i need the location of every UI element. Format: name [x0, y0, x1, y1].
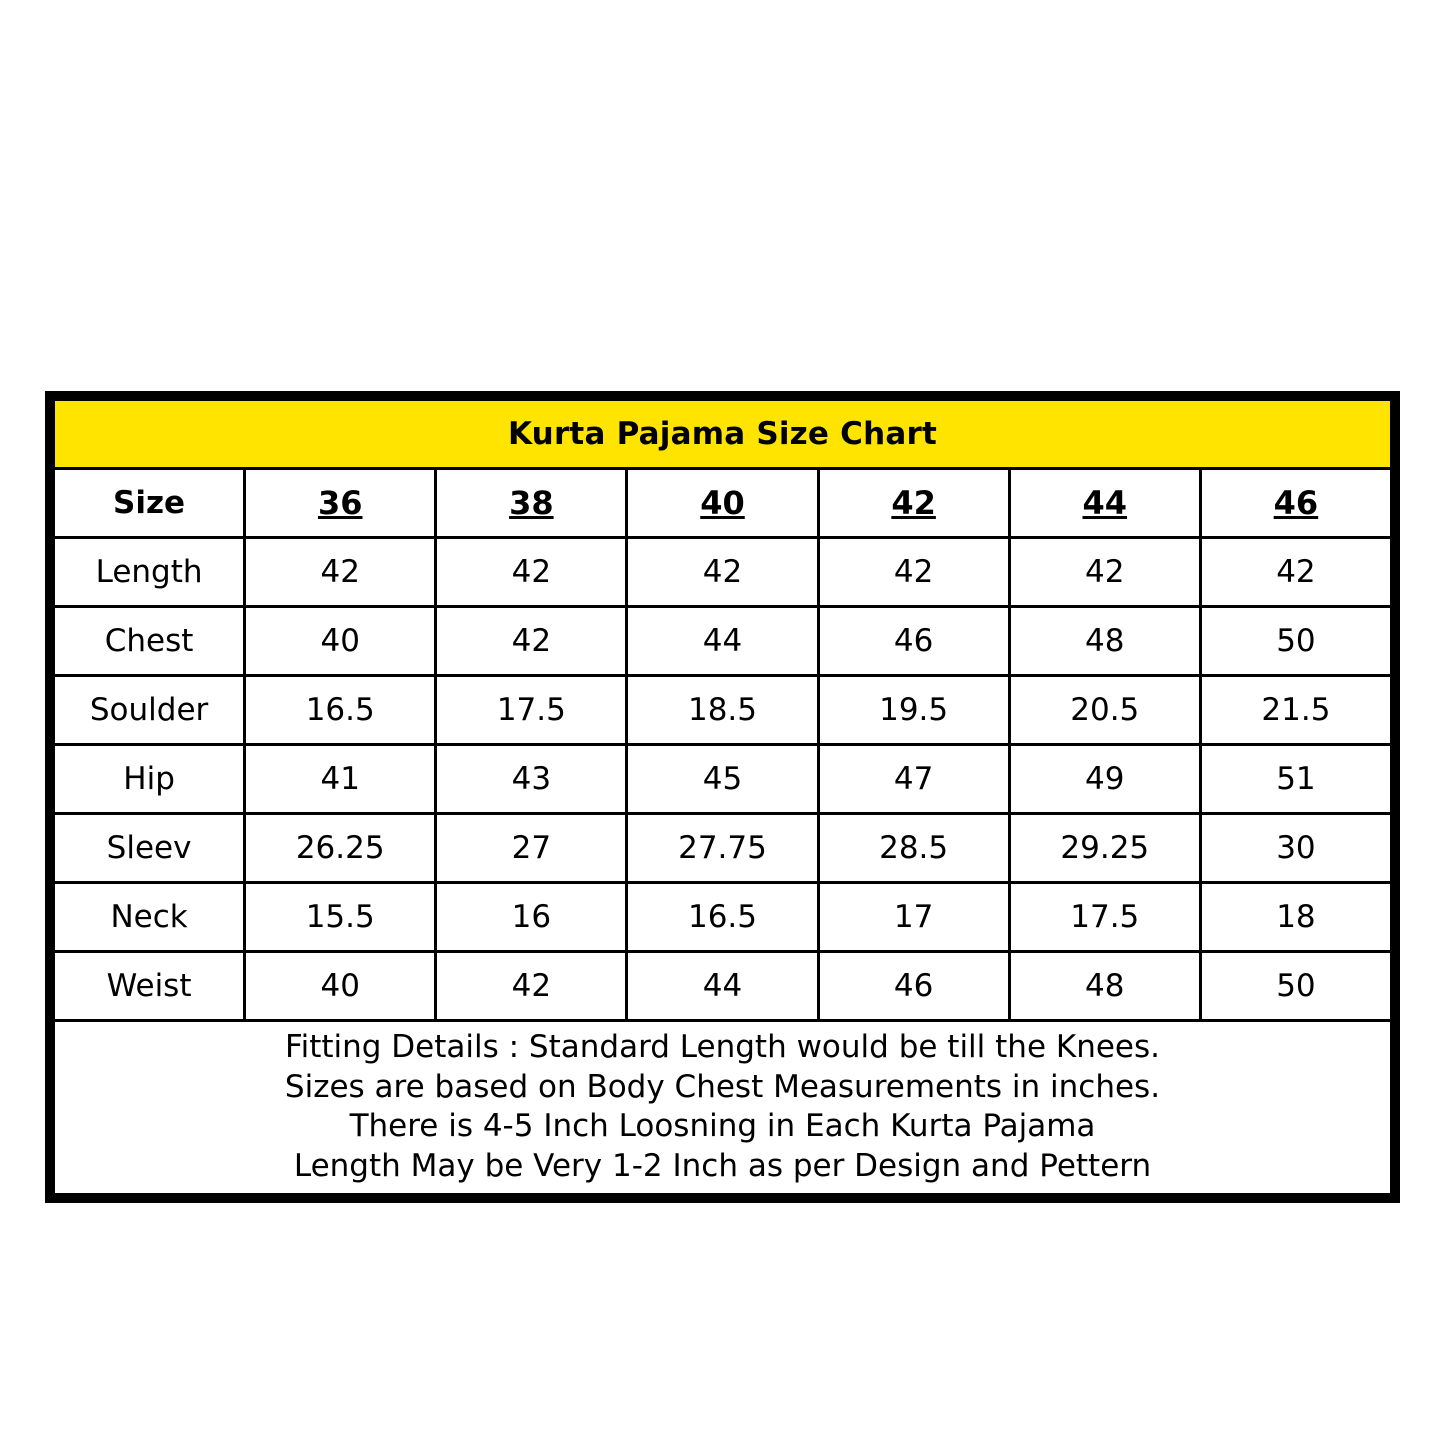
- cell-hip-44: 49: [1009, 745, 1200, 814]
- title-row: [54, 400, 1392, 469]
- table-row: [54, 745, 1392, 814]
- cell-length-38: 42: [436, 538, 627, 607]
- fitting-notes: [54, 1021, 1392, 1195]
- size-chart-table: [52, 398, 1393, 1196]
- cell-chest-36: 40: [245, 607, 436, 676]
- page-title: Kurta Pajama Size Chart: [54, 400, 1392, 469]
- column-header-40: 40: [627, 469, 818, 538]
- note-line-3: There is 4-5 Inch Loosning in Each Kurta Pajama: [349, 1108, 1096, 1145]
- cell-sleev-42: 28.5: [818, 814, 1009, 883]
- table-row: [54, 676, 1392, 745]
- cell-chest-38: 42: [436, 607, 627, 676]
- cell-chest-42: 46: [818, 607, 1009, 676]
- cell-soulder-46: 21.5: [1200, 676, 1391, 745]
- cell-weist-46: 50: [1200, 952, 1391, 1021]
- cell-hip-38: 43: [436, 745, 627, 814]
- note-line-4: Length May be Very 1-2 Inch as per Design and Pettern: [293, 1148, 1152, 1185]
- cell-weist-44: 48: [1009, 952, 1200, 1021]
- cell-soulder-44: 20.5: [1009, 676, 1200, 745]
- row-label-weist: Weist: [54, 952, 245, 1021]
- cell-hip-40: 45: [627, 745, 818, 814]
- cell-chest-46: 50: [1200, 607, 1391, 676]
- column-header-46: 46: [1200, 469, 1391, 538]
- cell-sleev-44: 29.25: [1009, 814, 1200, 883]
- column-header-44: 44: [1009, 469, 1200, 538]
- cell-hip-42: 47: [818, 745, 1009, 814]
- table-row: [54, 814, 1392, 883]
- cell-soulder-42: 19.5: [818, 676, 1009, 745]
- cell-weist-42: 46: [818, 952, 1009, 1021]
- cell-sleev-38: 27: [436, 814, 627, 883]
- cell-soulder-36: 16.5: [245, 676, 436, 745]
- cell-weist-38: 42: [436, 952, 627, 1021]
- row-label-length: Length: [54, 538, 245, 607]
- cell-soulder-40: 18.5: [627, 676, 818, 745]
- cell-neck-38: 16: [436, 883, 627, 952]
- note-line-2: Sizes are based on Body Chest Measurements in inches.: [284, 1068, 1161, 1105]
- cell-length-44: 42: [1009, 538, 1200, 607]
- cell-neck-40: 16.5: [627, 883, 818, 952]
- table-row: [54, 952, 1392, 1021]
- table-header-row: [54, 469, 1392, 538]
- cell-length-40: 42: [627, 538, 818, 607]
- cell-chest-44: 48: [1009, 607, 1200, 676]
- cell-neck-36: 15.5: [245, 883, 436, 952]
- row-label-chest: Chest: [54, 607, 245, 676]
- table-row: [54, 538, 1392, 607]
- cell-sleev-40: 27.75: [627, 814, 818, 883]
- cell-length-42: 42: [818, 538, 1009, 607]
- cell-neck-46: 18: [1200, 883, 1391, 952]
- cell-neck-44: 17.5: [1009, 883, 1200, 952]
- cell-weist-36: 40: [245, 952, 436, 1021]
- size-chart-container: [45, 391, 1400, 1203]
- cell-sleev-36: 26.25: [245, 814, 436, 883]
- cell-weist-40: 44: [627, 952, 818, 1021]
- cell-sleev-46: 30: [1200, 814, 1391, 883]
- cell-length-46: 42: [1200, 538, 1391, 607]
- row-label-neck: Neck: [54, 883, 245, 952]
- notes-row: [54, 1021, 1392, 1195]
- column-header-size: Size: [54, 469, 245, 538]
- cell-chest-40: 44: [627, 607, 818, 676]
- row-label-sleev: Sleev: [54, 814, 245, 883]
- cell-soulder-38: 17.5: [436, 676, 627, 745]
- cell-hip-36: 41: [245, 745, 436, 814]
- row-label-hip: Hip: [54, 745, 245, 814]
- table-row: [54, 883, 1392, 952]
- cell-hip-46: 51: [1200, 745, 1391, 814]
- row-label-soulder: Soulder: [54, 676, 245, 745]
- column-header-36: 36: [245, 469, 436, 538]
- cell-neck-42: 17: [818, 883, 1009, 952]
- column-header-42: 42: [818, 469, 1009, 538]
- note-line-1: Fitting Details : Standard Length would be till the Knees.: [285, 1029, 1160, 1065]
- table-row: [54, 607, 1392, 676]
- cell-length-36: 42: [245, 538, 436, 607]
- column-header-38: 38: [436, 469, 627, 538]
